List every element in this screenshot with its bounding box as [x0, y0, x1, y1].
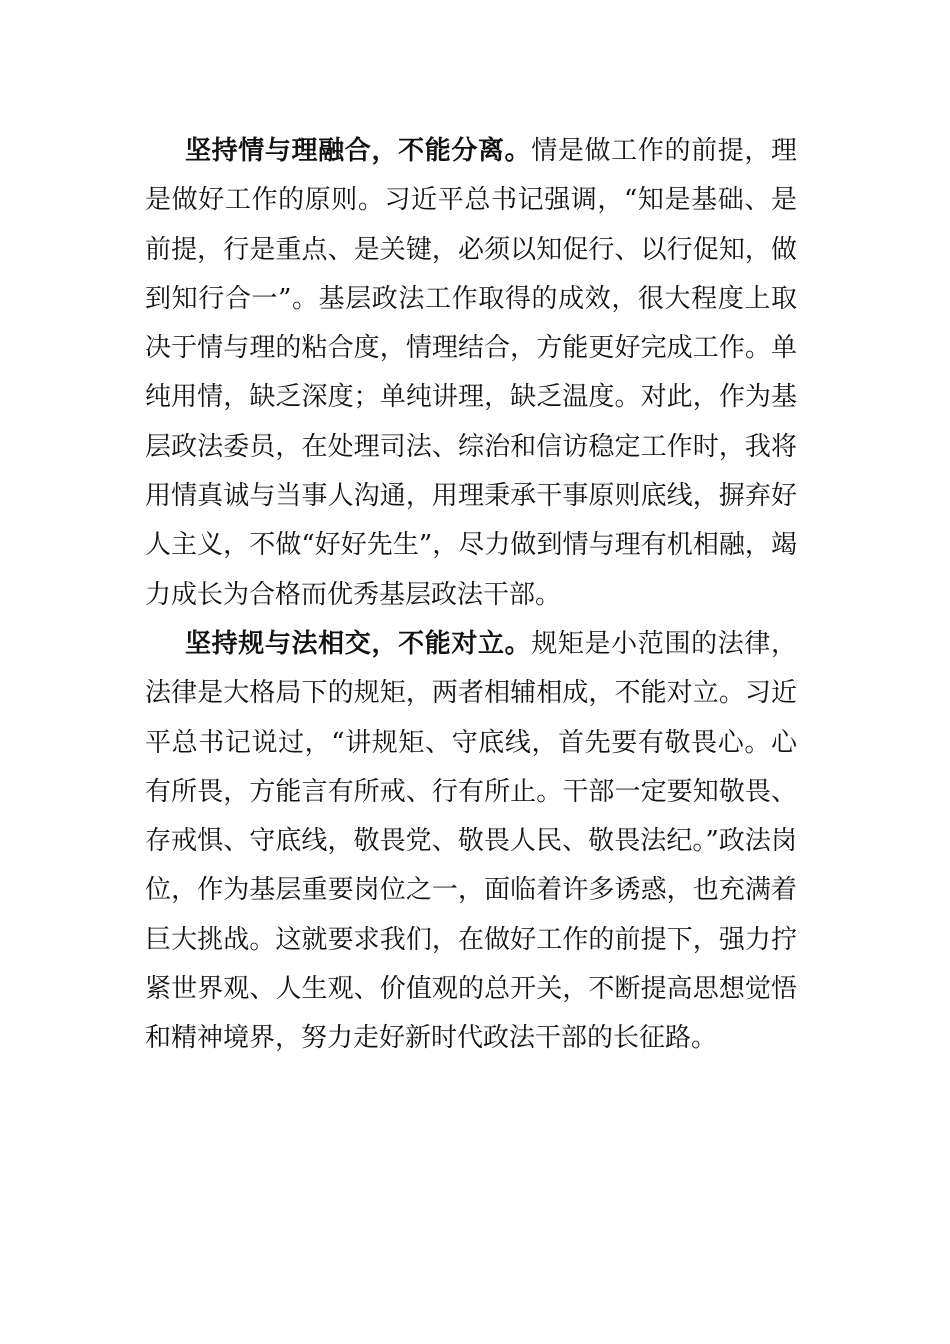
paragraph-emotion-reason — [145, 127, 797, 620]
paragraph-heading: 坚持情与理融合，不能分离。 — [185, 136, 532, 166]
paragraph-body: 情是做工作的前提，理是做好工作的原则。习近平总书记强调，“知是基础、是前提，行是重点、是关键，必须以知促行、以行促知，做到知行合一”。基层政法工作取得的成效，很大程度上取决于情与理的粘合度，情理结合，方能更好完成工作。单纯用情，缺乏深度；单纯讲理，缺乏温度。对此，作为基层政法委员，在处理司法、综治和信访稳定工作时，我将用情真诚与当事人沟通，用理秉承干事原则底线，摒弃好人主义，不做“好好先生”，尽力做到情与理有机相融，竭力成长为合格而优秀基层政法干部。 — [145, 136, 797, 610]
paragraph-body: 规矩是小范围的法律，法律是大格局下的规矩，两者相辅相成，不能对立。习近平总书记说过，“讲规矩、守底线，首先要有敬畏心。心有所畏，方能言有所戒、行有所止。干部一定要知敬畏、存戒惧、守底线，敬畏党、敬畏人民、敬畏法纪。”政法岗位，作为基层重要岗位之一，面临着许多诱惑，也充满着巨大挑战。这就要求我们，在做好工作的前提下，强力拧紧世界观、人生观、价值观的总开关，不断提高思想觉悟和精神境界，努力走好新时代政法干部的长征路。 — [145, 628, 797, 1054]
paragraph-rules-law — [145, 620, 797, 1064]
paragraph-heading: 坚持规与法相交，不能对立。 — [185, 628, 532, 659]
document-page — [145, 127, 797, 1064]
